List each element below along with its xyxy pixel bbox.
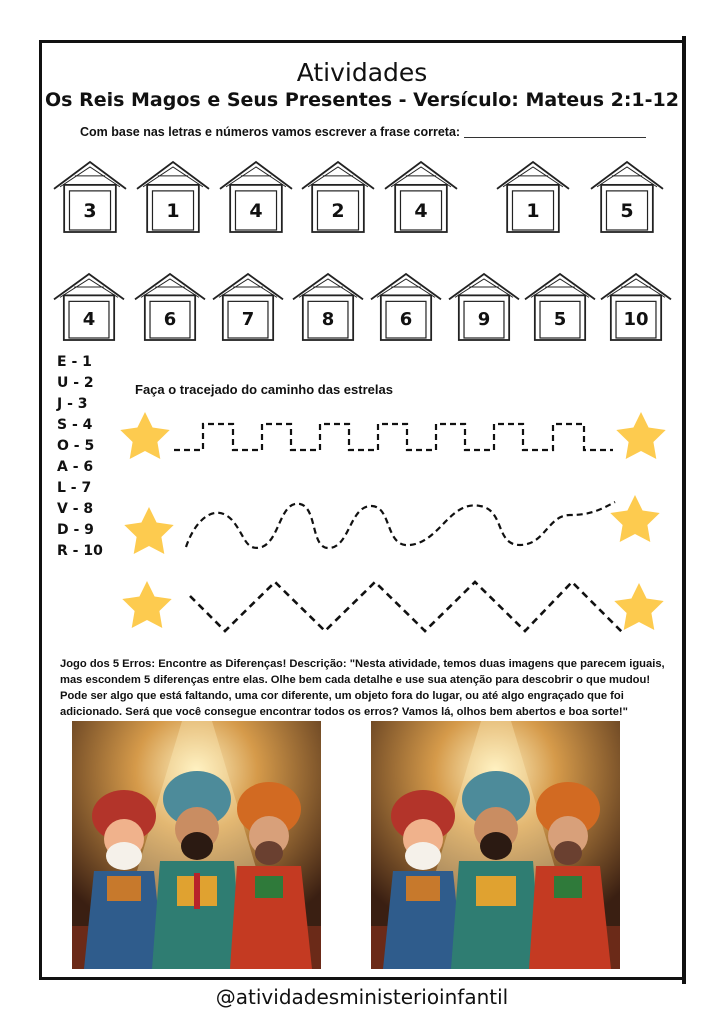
house-number: 6: [163, 309, 177, 331]
house-number: 1: [166, 199, 180, 222]
zigzag-trace-path[interactable]: [190, 582, 622, 632]
star-icon: [120, 412, 169, 459]
house-number: 4: [414, 199, 428, 222]
house-number: 8: [321, 309, 335, 331]
legend-item: R - 10: [57, 543, 103, 559]
house-number: 9: [477, 309, 491, 331]
house-number: 2: [331, 199, 345, 222]
footer-handle: @atividadesministerioinfantil: [215, 985, 509, 1009]
legend-item: J - 3: [57, 396, 88, 412]
three-wise-men-image-right[interactable]: [371, 721, 620, 969]
star-icon: [616, 412, 665, 459]
house-number: 6: [399, 309, 413, 331]
tracing-title: Faça o tracejado do caminho das estrelas: [135, 382, 393, 397]
legend-item: U - 2: [57, 375, 94, 391]
page-title: Atividades: [296, 58, 428, 87]
puzzle-instruction-text: Com base nas letras e números vamos escrever a frase correta:: [80, 125, 461, 139]
page-subtitle: Os Reis Magos e Seus Presentes - Versículo: Mateus 2:1-12: [45, 89, 679, 111]
legend-item: S - 4: [57, 417, 93, 433]
house-number: 4: [249, 199, 263, 222]
star-icon: [122, 581, 171, 628]
house-number: 10: [623, 309, 649, 331]
house-number: 5: [620, 199, 634, 222]
legend-item: L - 7: [57, 480, 92, 496]
house-number: 4: [82, 309, 96, 331]
house-number: 1: [526, 199, 540, 222]
house-number: 5: [553, 309, 567, 331]
legend-item: O - 5: [57, 438, 95, 454]
star-icon: [124, 507, 173, 554]
legend-item: E - 1: [57, 354, 92, 370]
star-icon: [610, 495, 659, 542]
house-number: 3: [83, 199, 97, 222]
legend-item: V - 8: [57, 501, 94, 517]
legend-item: A - 6: [57, 459, 94, 475]
legend-item: D - 9: [57, 522, 94, 538]
house-number: 7: [241, 309, 255, 331]
wave-trace-path[interactable]: [186, 502, 615, 548]
star-icon: [614, 583, 663, 630]
square-wave-trace-path[interactable]: [174, 424, 613, 450]
three-wise-men-image-left[interactable]: [72, 721, 321, 969]
spot-the-difference-description: Jogo dos 5 Erros: Encontre as Diferenças! Descrição: "Nesta atividade, temos duas imagens que parecem iguais, mas escondem 5 diferenças entre elas. Olhe bem cada detalhe e use sua atenção para descobrir o que mudou! Pode ser algo que está faltando, uma cor diferente, um objeto fora do lugar, ou até algo engraçado que foi adicionado. Será que você consegue encontrar todos os erros? Vamos lá, olhos bem abertos e boa sorte!": [60, 658, 665, 718]
